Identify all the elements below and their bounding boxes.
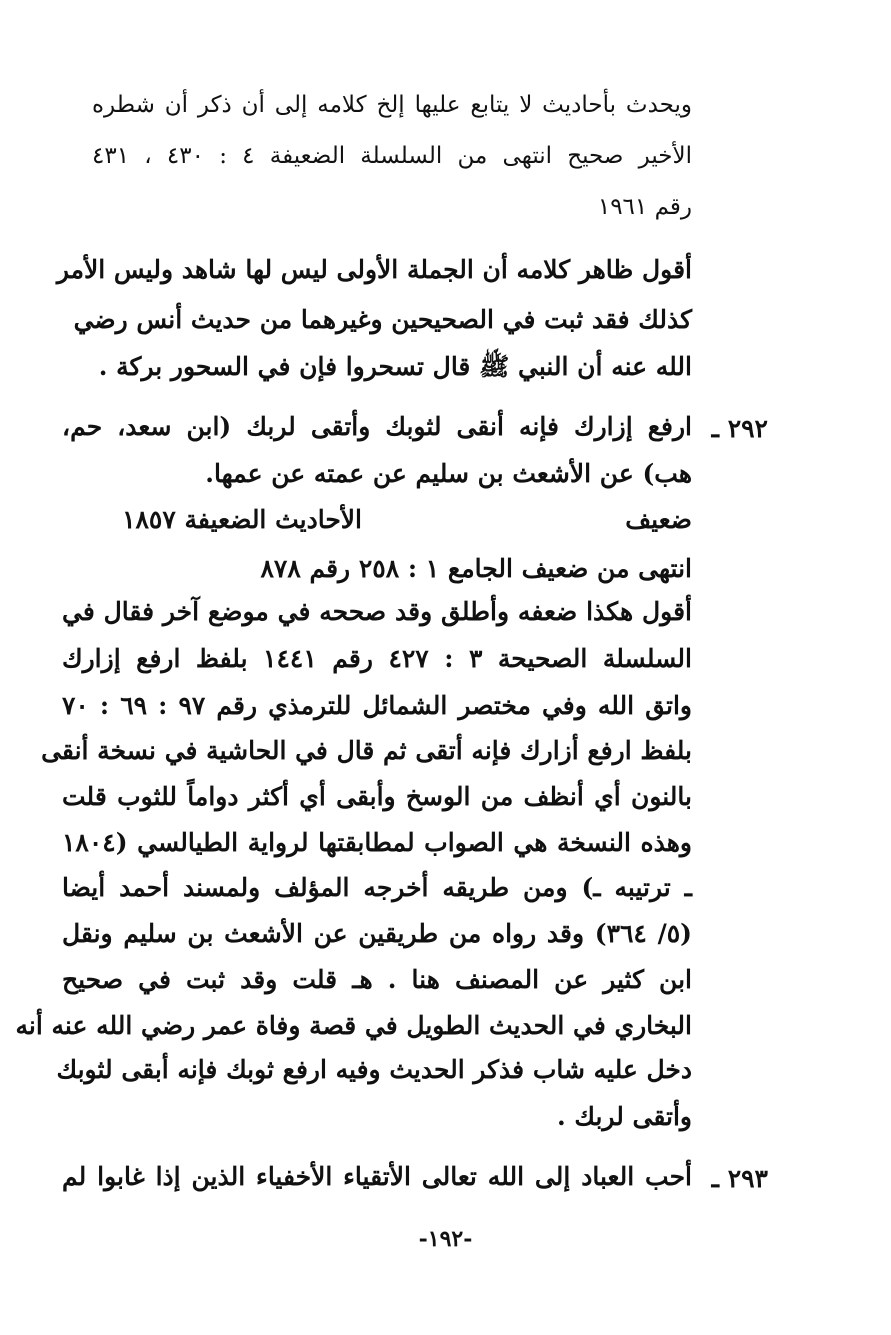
commentary-line-10: البخاري في الحديث الطويل في قصة وفاة عمر رضي الله عنه أنه: [15, 1011, 692, 1040]
hadith-292-reference: الأحاديث الضعيفة ١٨٥٧: [122, 505, 362, 534]
hadith-293-text: أحب العباد إلى الله تعالى الأتقياء الأخفياء الذين إذا غابوا لم: [62, 1162, 692, 1191]
commentary-line-1: أقول هكذا ضعفه وأطلق وقد صححه في موضع آخر فقال في: [62, 597, 692, 626]
commentary-line-2: السلسلة الصحيحة ٣ : ٤٢٧ رقم ١٤٤١ بلفظ ارفع إزارك: [62, 644, 692, 673]
page-number: -١٩٢-: [418, 1226, 473, 1252]
commentary-line-4: بلفظ ارفع أزارك فإنه أتقى ثم قال في الحاشية في نسخة أنقى: [41, 736, 692, 765]
commentary-line-8: (٥/ ٣٦٤) وقد رواه من طريقين عن الأشعث بن سليم ونقل: [62, 919, 692, 948]
commentary-line-9: ابن كثير عن المصنف هنا . هـ قلت وقد ثبت في صحيح: [62, 965, 692, 994]
commentary-line-3: واتق الله وفي مختصر الشمائل للترمذي رقم ٩٧ : ٦٩ : ٧٠: [62, 691, 693, 720]
hadith-292-number: ٢٩٢ ـ: [711, 414, 768, 443]
commentary-line-6: وهذه النسخة هي الصواب لمطابقتها لرواية الطيالسي (١٨٠٤: [62, 828, 692, 857]
hadith-292-text-line-1: ارفع إزارك فإنه أنقى لثوبك وأتقى لربك (ابن سعد، حم،: [62, 412, 692, 441]
commentary-line-12: وأتقى لربك .: [556, 1102, 692, 1131]
block2-line-3: الله عنه أن النبي ﷺ قال تسحروا فإن في السحور بركة .: [98, 352, 692, 381]
hadith-292-grade: ضعيف: [625, 505, 692, 534]
block1-line-1: ويحدث بأحاديث لا يتابع عليها إلخ كلامه إلى أن ذكر أن شطره: [92, 92, 692, 118]
commentary-line-11: دخل عليه شاب فذكر الحديث وفيه ارفع ثوبك فإنه أبقى لثوبك: [56, 1055, 692, 1084]
commentary-line-7: ـ ترتيبه ـ) ومن طريقه أخرجه المؤلف ولمسند أحمد أيضا: [62, 873, 692, 902]
block2-line-1: أقول ظاهر كلامه أن الجملة الأولى ليس لها شاهد وليس الأمر: [56, 255, 692, 284]
hadith-292-text-line-2: هب) عن الأشعث بن سليم عن عمته عن عمها.: [205, 459, 692, 488]
block1-line-3: رقم ١٩٦١: [597, 194, 692, 220]
hadith-292-source: انتهى من ضعيف الجامع ١ : ٢٥٨ رقم ٨٧٨: [260, 554, 692, 583]
block1-line-2: الأخير صحيح انتهى من السلسلة الضعيفة ٤ : ٤٣٠ ، ٤٣١: [92, 143, 693, 169]
commentary-line-5: بالنون أي أنظف من الوسخ وأبقى أي أكثر دواماً للثوب قلت: [62, 782, 692, 811]
block2-line-2: كذلك فقد ثبت في الصحيحين وغيرهما من حديث أنس رضي: [73, 305, 692, 334]
hadith-293-number: ٢٩٣ ـ: [711, 1164, 768, 1193]
